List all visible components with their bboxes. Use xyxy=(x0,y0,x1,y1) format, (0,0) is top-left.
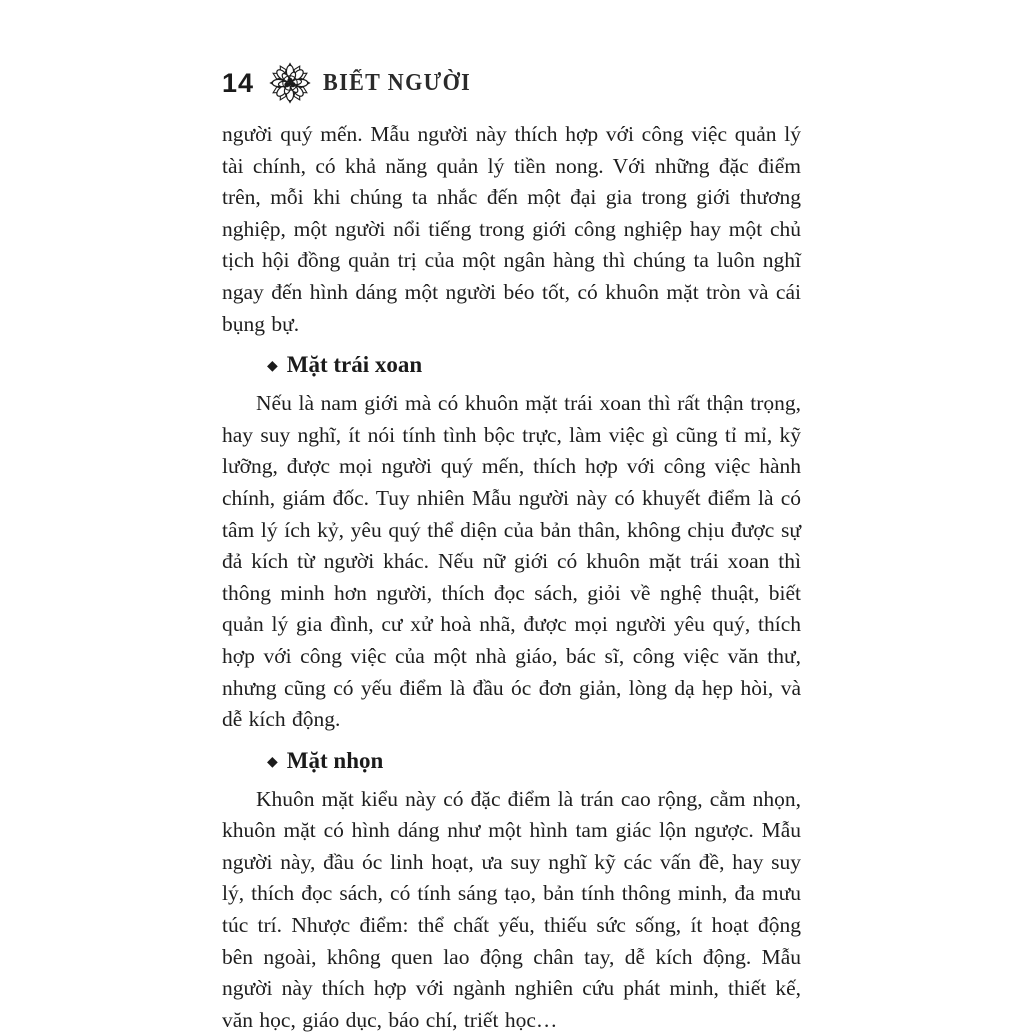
heading-text: Mặt nhọn xyxy=(286,747,384,773)
page-body xyxy=(222,119,801,1036)
heading-mat-trai-xoan xyxy=(222,348,801,385)
heading-mat-nhon xyxy=(222,744,801,781)
paragraph-oval-face: Nếu là nam giới mà có khuôn mặt trái xoan thì rất thận trọng, hay suy nghĩ, ít nói tính tình bộc trực, làm việc gì cũng tỉ mỉ, kỹ lưỡng, được mọi người quý mến, thích hợp với công việc hành chính, giám đốc. Tuy nhiên Mẫu người này có khuyết điểm là có tâm lý ích kỷ, yêu quý thể diện của bản thân, không chịu được sự đả kích từ người khác. Nếu nữ giới có khuôn mặt trái xoan thì thông minh hơn người, thích đọc sách, giỏi về nghệ thuật, biết quản lý gia đình, cư xử hoà nhã, được mọi người yêu quý, thích hợp với công việc của một nhà giáo, bác sĩ, công việc văn thư, nhưng cũng có yếu điểm là đầu óc đơn giản, lòng dạ hẹp hòi, và dễ kích động. xyxy=(222,391,801,732)
paragraph-round-face-continued: người quý mến. Mẫu người này thích hợp với công việc quản lý tài chính, có khả năng quản lý tiền nong. Với những đặc điểm trên, mỗi khi chúng ta nhắc đến một đại gia trong giới thương nghiệp, một người nổi tiếng trong giới công nghiệp hay một chủ tịch hội đồng quản trị của một ngân hàng thì chúng ta luôn nghĩ ngay đến hình dáng một người béo tốt, có khuôn mặt tròn và cái bụng bự. xyxy=(222,122,801,336)
page-number: 14 xyxy=(222,67,255,98)
lotus-ornament-icon xyxy=(269,62,311,104)
heading-text: Mặt trái xoan xyxy=(286,352,423,378)
page-header xyxy=(222,62,801,104)
diamond-bullet-icon: ◆ xyxy=(267,359,278,375)
book-title: BIẾT NGƯỜI xyxy=(323,69,472,96)
diamond-bullet-icon: ◆ xyxy=(267,754,278,770)
paragraph-pointed-face: Khuôn mặt kiểu này có đặc điểm là trán cao rộng, cằm nhọn, khuôn mặt có hình dáng như một hình tam giác lộn ngược. Mẫu người này, đầu óc linh hoạt, ưa suy nghĩ kỹ các vấn đề, hay suy lý, thích đọc sách, có tính sáng tạo, bản tính thông minh, đa mưu túc trí. Nhược điểm: thể chất yếu, thiếu sức sống, ít hoạt động bên ngoài, không quen lao động chân tay, dễ kích động. Mẫu người này thích hợp với ngành nghiên cứu phát minh, thiết kế, văn học, giáo dục, báo chí, triết học… xyxy=(222,786,801,1032)
book-page xyxy=(222,62,801,1036)
